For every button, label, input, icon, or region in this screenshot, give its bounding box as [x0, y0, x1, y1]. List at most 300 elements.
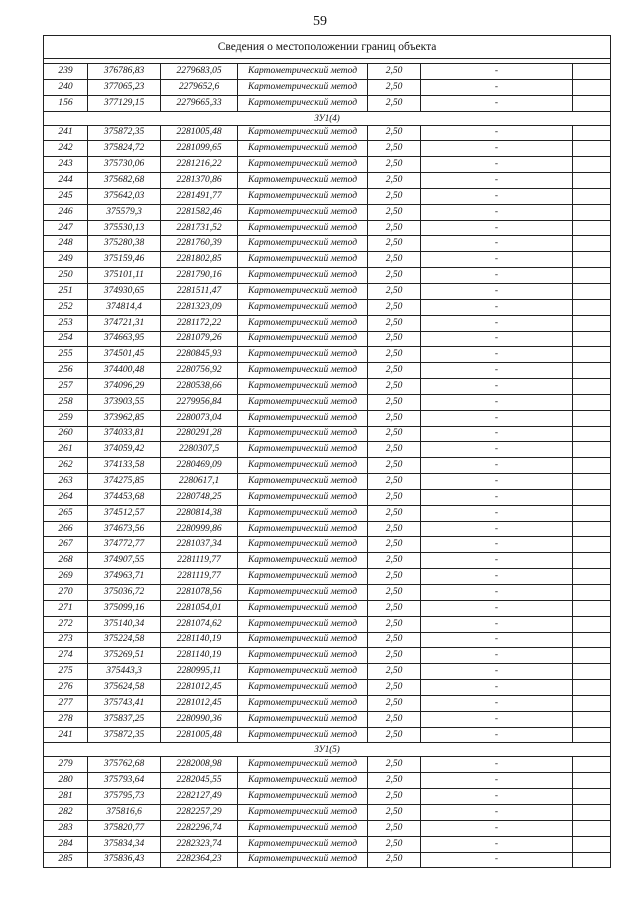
- description-cell: -: [421, 79, 573, 95]
- method-cell: Картометрический метод: [238, 852, 368, 868]
- point-number-cell: 253: [44, 315, 88, 331]
- table-row: [44, 727, 611, 743]
- table-row: [44, 632, 611, 648]
- point-number-cell: 263: [44, 474, 88, 490]
- accuracy-cell: 2,50: [368, 474, 421, 490]
- y-coordinate-cell: 2281511,47: [161, 283, 238, 299]
- empty-cell: [573, 648, 611, 664]
- description-cell: -: [421, 394, 573, 410]
- description-cell: -: [421, 727, 573, 743]
- accuracy-cell: 2,50: [368, 188, 421, 204]
- method-cell: Картометрический метод: [238, 789, 368, 805]
- point-number-cell: 274: [44, 648, 88, 664]
- empty-cell: [573, 773, 611, 789]
- x-coordinate-cell: 374133,58: [88, 458, 161, 474]
- point-number-cell: 271: [44, 600, 88, 616]
- table-title: Сведения о местоположении границ объекта: [44, 36, 611, 59]
- x-coordinate-cell: 373903,55: [88, 394, 161, 410]
- method-cell: Картометрический метод: [238, 220, 368, 236]
- y-coordinate-cell: 2281078,56: [161, 585, 238, 601]
- y-coordinate-cell: 2282296,74: [161, 820, 238, 836]
- method-cell: Картометрический метод: [238, 157, 368, 173]
- method-cell: Картометрический метод: [238, 680, 368, 696]
- y-coordinate-cell: 2282127,49: [161, 789, 238, 805]
- accuracy-cell: 2,50: [368, 664, 421, 680]
- empty-cell: [573, 458, 611, 474]
- y-coordinate-cell: 2281582,46: [161, 204, 238, 220]
- empty-cell: [573, 852, 611, 868]
- empty-cell: [573, 711, 611, 727]
- point-number-cell: 283: [44, 820, 88, 836]
- table-row: [44, 141, 611, 157]
- point-number-cell: 272: [44, 616, 88, 632]
- empty-cell: [573, 299, 611, 315]
- method-cell: Картометрический метод: [238, 347, 368, 363]
- accuracy-cell: 2,50: [368, 757, 421, 773]
- accuracy-cell: 2,50: [368, 632, 421, 648]
- method-cell: Картометрический метод: [238, 648, 368, 664]
- accuracy-cell: 2,50: [368, 64, 421, 80]
- x-coordinate-cell: 373962,85: [88, 410, 161, 426]
- table-row: [44, 331, 611, 347]
- table-row: [44, 836, 611, 852]
- empty-cell: [573, 474, 611, 490]
- method-cell: Картометрический метод: [238, 236, 368, 252]
- y-coordinate-cell: 2281802,85: [161, 252, 238, 268]
- empty-cell: [573, 537, 611, 553]
- y-coordinate-cell: 2281140,19: [161, 632, 238, 648]
- y-coordinate-cell: 2281005,48: [161, 125, 238, 141]
- point-number-cell: 281: [44, 789, 88, 805]
- method-cell: Картометрический метод: [238, 283, 368, 299]
- y-coordinate-cell: 2279665,33: [161, 95, 238, 111]
- empty-cell: [573, 141, 611, 157]
- boundary-coordinates-table: [43, 35, 611, 868]
- x-coordinate-cell: 375159,46: [88, 252, 161, 268]
- method-cell: Картометрический метод: [238, 727, 368, 743]
- x-coordinate-cell: 374096,29: [88, 379, 161, 395]
- table-row: [44, 315, 611, 331]
- table-row: [44, 757, 611, 773]
- method-cell: Картометрический метод: [238, 188, 368, 204]
- y-coordinate-cell: 2279652,6: [161, 79, 238, 95]
- table-row: [44, 489, 611, 505]
- description-cell: -: [421, 299, 573, 315]
- empty-cell: [573, 569, 611, 585]
- empty-cell: [573, 521, 611, 537]
- table-row: [44, 680, 611, 696]
- table-row: [44, 220, 611, 236]
- x-coordinate-cell: 375530,13: [88, 220, 161, 236]
- point-number-cell: 264: [44, 489, 88, 505]
- description-cell: -: [421, 664, 573, 680]
- point-number-cell: 156: [44, 95, 88, 111]
- accuracy-cell: 2,50: [368, 836, 421, 852]
- table-row: [44, 363, 611, 379]
- x-coordinate-cell: 375820,77: [88, 820, 161, 836]
- y-coordinate-cell: 2282364,23: [161, 852, 238, 868]
- x-coordinate-cell: 375836,43: [88, 852, 161, 868]
- method-cell: Картометрический метод: [238, 64, 368, 80]
- method-cell: Картометрический метод: [238, 252, 368, 268]
- accuracy-cell: 2,50: [368, 773, 421, 789]
- table-row: [44, 125, 611, 141]
- x-coordinate-cell: 375762,68: [88, 757, 161, 773]
- method-cell: Картометрический метод: [238, 410, 368, 426]
- accuracy-cell: 2,50: [368, 141, 421, 157]
- method-cell: Картометрический метод: [238, 95, 368, 111]
- y-coordinate-cell: 2281119,77: [161, 569, 238, 585]
- description-cell: -: [421, 173, 573, 189]
- method-cell: Картометрический метод: [238, 804, 368, 820]
- x-coordinate-cell: 377065,23: [88, 79, 161, 95]
- y-coordinate-cell: 2280291,28: [161, 426, 238, 442]
- accuracy-cell: 2,50: [368, 648, 421, 664]
- table-row: [44, 173, 611, 189]
- x-coordinate-cell: 375642,03: [88, 188, 161, 204]
- point-number-cell: 269: [44, 569, 88, 585]
- y-coordinate-cell: 2281054,01: [161, 600, 238, 616]
- x-coordinate-cell: 374453,68: [88, 489, 161, 505]
- y-coordinate-cell: 2280307,5: [161, 442, 238, 458]
- empty-cell: [573, 632, 611, 648]
- y-coordinate-cell: 2279956,84: [161, 394, 238, 410]
- method-cell: Картометрический метод: [238, 505, 368, 521]
- accuracy-cell: 2,50: [368, 695, 421, 711]
- table-row: [44, 95, 611, 111]
- description-cell: -: [421, 585, 573, 601]
- y-coordinate-cell: 2281005,48: [161, 727, 238, 743]
- x-coordinate-cell: 375036,72: [88, 585, 161, 601]
- accuracy-cell: 2,50: [368, 283, 421, 299]
- method-cell: Картометрический метод: [238, 616, 368, 632]
- y-coordinate-cell: 2281790,16: [161, 268, 238, 284]
- description-cell: -: [421, 820, 573, 836]
- y-coordinate-cell: 2281140,19: [161, 648, 238, 664]
- point-number-cell: 257: [44, 379, 88, 395]
- x-coordinate-cell: 374963,71: [88, 569, 161, 585]
- table-row: [44, 537, 611, 553]
- x-coordinate-cell: 375793,64: [88, 773, 161, 789]
- description-cell: -: [421, 283, 573, 299]
- table-row: [44, 820, 611, 836]
- method-cell: Картометрический метод: [238, 600, 368, 616]
- y-coordinate-cell: 2281074,62: [161, 616, 238, 632]
- point-number-cell: 285: [44, 852, 88, 868]
- y-coordinate-cell: 2281323,09: [161, 299, 238, 315]
- description-cell: -: [421, 537, 573, 553]
- accuracy-cell: 2,50: [368, 711, 421, 727]
- empty-cell: [573, 727, 611, 743]
- table-row: [44, 695, 611, 711]
- method-cell: Картометрический метод: [238, 315, 368, 331]
- description-cell: -: [421, 204, 573, 220]
- table-row: [44, 283, 611, 299]
- description-cell: -: [421, 695, 573, 711]
- empty-cell: [573, 173, 611, 189]
- x-coordinate-cell: 375872,35: [88, 125, 161, 141]
- empty-cell: [573, 820, 611, 836]
- empty-cell: [573, 95, 611, 111]
- x-coordinate-cell: 375834,34: [88, 836, 161, 852]
- description-cell: -: [421, 347, 573, 363]
- empty-cell: [573, 252, 611, 268]
- table-row: [44, 600, 611, 616]
- accuracy-cell: 2,50: [368, 458, 421, 474]
- description-cell: -: [421, 458, 573, 474]
- description-cell: -: [421, 95, 573, 111]
- y-coordinate-cell: 2282323,74: [161, 836, 238, 852]
- point-number-cell: 248: [44, 236, 88, 252]
- accuracy-cell: 2,50: [368, 489, 421, 505]
- accuracy-cell: 2,50: [368, 804, 421, 820]
- accuracy-cell: 2,50: [368, 157, 421, 173]
- y-coordinate-cell: 2280617,1: [161, 474, 238, 490]
- point-number-cell: 256: [44, 363, 88, 379]
- point-number-cell: 245: [44, 188, 88, 204]
- point-number-cell: 249: [44, 252, 88, 268]
- empty-cell: [573, 585, 611, 601]
- y-coordinate-cell: 2280538,66: [161, 379, 238, 395]
- description-cell: -: [421, 268, 573, 284]
- table-row: [44, 268, 611, 284]
- x-coordinate-cell: 374663,95: [88, 331, 161, 347]
- y-coordinate-cell: 2281760,39: [161, 236, 238, 252]
- table-row: [44, 394, 611, 410]
- description-cell: -: [421, 711, 573, 727]
- description-cell: -: [421, 474, 573, 490]
- empty-cell: [573, 236, 611, 252]
- y-coordinate-cell: 2281216,22: [161, 157, 238, 173]
- point-number-cell: 239: [44, 64, 88, 80]
- table-row: [44, 410, 611, 426]
- method-cell: Картометрический метод: [238, 632, 368, 648]
- point-number-cell: 250: [44, 268, 88, 284]
- y-coordinate-cell: 2280073,04: [161, 410, 238, 426]
- description-cell: -: [421, 489, 573, 505]
- accuracy-cell: 2,50: [368, 363, 421, 379]
- empty-cell: [573, 125, 611, 141]
- point-number-cell: 268: [44, 553, 88, 569]
- method-cell: Картометрический метод: [238, 458, 368, 474]
- accuracy-cell: 2,50: [368, 79, 421, 95]
- y-coordinate-cell: 2281037,34: [161, 537, 238, 553]
- accuracy-cell: 2,50: [368, 125, 421, 141]
- x-coordinate-cell: 374400,48: [88, 363, 161, 379]
- method-cell: Картометрический метод: [238, 664, 368, 680]
- empty-cell: [573, 394, 611, 410]
- empty-cell: [573, 616, 611, 632]
- method-cell: Картометрический метод: [238, 363, 368, 379]
- method-cell: Картометрический метод: [238, 204, 368, 220]
- accuracy-cell: 2,50: [368, 852, 421, 868]
- point-number-cell: 261: [44, 442, 88, 458]
- point-number-cell: 258: [44, 394, 88, 410]
- y-coordinate-cell: 2280990,36: [161, 711, 238, 727]
- x-coordinate-cell: 375743,41: [88, 695, 161, 711]
- y-coordinate-cell: 2281491,77: [161, 188, 238, 204]
- point-number-cell: 278: [44, 711, 88, 727]
- empty-cell: [573, 553, 611, 569]
- method-cell: Картометрический метод: [238, 474, 368, 490]
- x-coordinate-cell: 375224,58: [88, 632, 161, 648]
- x-coordinate-cell: 375795,73: [88, 789, 161, 805]
- y-coordinate-cell: 2280995,11: [161, 664, 238, 680]
- point-number-cell: 241: [44, 125, 88, 141]
- x-coordinate-cell: 375624,58: [88, 680, 161, 696]
- table-row: [44, 711, 611, 727]
- empty-cell: [573, 410, 611, 426]
- empty-cell: [573, 695, 611, 711]
- x-coordinate-cell: 374033,81: [88, 426, 161, 442]
- empty-cell: [573, 489, 611, 505]
- point-number-cell: 255: [44, 347, 88, 363]
- description-cell: -: [421, 632, 573, 648]
- section-header-row: [44, 743, 611, 757]
- description-cell: -: [421, 426, 573, 442]
- table-row: [44, 789, 611, 805]
- empty-cell: [573, 379, 611, 395]
- point-number-cell: 273: [44, 632, 88, 648]
- x-coordinate-cell: 374673,56: [88, 521, 161, 537]
- accuracy-cell: 2,50: [368, 268, 421, 284]
- description-cell: -: [421, 600, 573, 616]
- method-cell: Картометрический метод: [238, 521, 368, 537]
- x-coordinate-cell: 375872,35: [88, 727, 161, 743]
- x-coordinate-cell: 374512,57: [88, 505, 161, 521]
- method-cell: Картометрический метод: [238, 79, 368, 95]
- accuracy-cell: 2,50: [368, 220, 421, 236]
- description-cell: -: [421, 505, 573, 521]
- method-cell: Картометрический метод: [238, 394, 368, 410]
- description-cell: -: [421, 616, 573, 632]
- table-row: [44, 521, 611, 537]
- empty-cell: [573, 220, 611, 236]
- point-number-cell: 252: [44, 299, 88, 315]
- description-cell: -: [421, 680, 573, 696]
- method-cell: Картометрический метод: [238, 537, 368, 553]
- y-coordinate-cell: 2280814,38: [161, 505, 238, 521]
- method-cell: Картометрический метод: [238, 331, 368, 347]
- page-number: 59: [313, 14, 327, 29]
- empty-cell: [573, 600, 611, 616]
- accuracy-cell: 2,50: [368, 442, 421, 458]
- description-cell: -: [421, 789, 573, 805]
- table-row: [44, 616, 611, 632]
- description-cell: -: [421, 410, 573, 426]
- description-cell: -: [421, 141, 573, 157]
- y-coordinate-cell: 2281012,45: [161, 695, 238, 711]
- description-cell: -: [421, 236, 573, 252]
- x-coordinate-cell: 374772,77: [88, 537, 161, 553]
- table-row: [44, 157, 611, 173]
- y-coordinate-cell: 2281119,77: [161, 553, 238, 569]
- table-row: [44, 188, 611, 204]
- method-cell: Картометрический метод: [238, 820, 368, 836]
- accuracy-cell: 2,50: [368, 394, 421, 410]
- y-coordinate-cell: 2282257,29: [161, 804, 238, 820]
- section-label: ЗУ1(4): [44, 111, 611, 125]
- table-row: [44, 299, 611, 315]
- table-row: [44, 852, 611, 868]
- description-cell: -: [421, 852, 573, 868]
- table-row: [44, 505, 611, 521]
- table-row: [44, 804, 611, 820]
- y-coordinate-cell: 2281731,52: [161, 220, 238, 236]
- empty-cell: [573, 664, 611, 680]
- accuracy-cell: 2,50: [368, 299, 421, 315]
- accuracy-cell: 2,50: [368, 789, 421, 805]
- description-cell: -: [421, 521, 573, 537]
- method-cell: Картометрический метод: [238, 553, 368, 569]
- point-number-cell: 275: [44, 664, 88, 680]
- y-coordinate-cell: 2281012,45: [161, 680, 238, 696]
- table-row: [44, 252, 611, 268]
- accuracy-cell: 2,50: [368, 315, 421, 331]
- point-number-cell: 266: [44, 521, 88, 537]
- point-number-cell: 246: [44, 204, 88, 220]
- point-number-cell: 262: [44, 458, 88, 474]
- method-cell: Картометрический метод: [238, 836, 368, 852]
- point-number-cell: 241: [44, 727, 88, 743]
- table-row: [44, 569, 611, 585]
- x-coordinate-cell: 375837,25: [88, 711, 161, 727]
- point-number-cell: 267: [44, 537, 88, 553]
- description-cell: -: [421, 157, 573, 173]
- table-title-row: [44, 36, 611, 59]
- table-row: [44, 236, 611, 252]
- empty-cell: [573, 347, 611, 363]
- x-coordinate-cell: 375280,38: [88, 236, 161, 252]
- point-number-cell: 259: [44, 410, 88, 426]
- y-coordinate-cell: 2280469,09: [161, 458, 238, 474]
- description-cell: -: [421, 773, 573, 789]
- x-coordinate-cell: 374275,85: [88, 474, 161, 490]
- accuracy-cell: 2,50: [368, 585, 421, 601]
- point-number-cell: 280: [44, 773, 88, 789]
- empty-cell: [573, 79, 611, 95]
- method-cell: Картометрический метод: [238, 757, 368, 773]
- point-number-cell: 265: [44, 505, 88, 521]
- empty-cell: [573, 442, 611, 458]
- x-coordinate-cell: 375816,6: [88, 804, 161, 820]
- x-coordinate-cell: 375579,3: [88, 204, 161, 220]
- table-row: [44, 458, 611, 474]
- method-cell: Картометрический метод: [238, 379, 368, 395]
- method-cell: Картометрический метод: [238, 695, 368, 711]
- method-cell: Картометрический метод: [238, 442, 368, 458]
- table-row: [44, 64, 611, 80]
- accuracy-cell: 2,50: [368, 616, 421, 632]
- description-cell: -: [421, 442, 573, 458]
- empty-cell: [573, 204, 611, 220]
- method-cell: Картометрический метод: [238, 173, 368, 189]
- method-cell: Картометрический метод: [238, 569, 368, 585]
- method-cell: Картометрический метод: [238, 299, 368, 315]
- x-coordinate-cell: 374907,55: [88, 553, 161, 569]
- empty-cell: [573, 363, 611, 379]
- method-cell: Картометрический метод: [238, 141, 368, 157]
- accuracy-cell: 2,50: [368, 252, 421, 268]
- description-cell: -: [421, 252, 573, 268]
- accuracy-cell: 2,50: [368, 680, 421, 696]
- x-coordinate-cell: 374721,31: [88, 315, 161, 331]
- x-coordinate-cell: 374501,45: [88, 347, 161, 363]
- description-cell: -: [421, 188, 573, 204]
- point-number-cell: 277: [44, 695, 88, 711]
- empty-cell: [573, 757, 611, 773]
- y-coordinate-cell: 2280845,93: [161, 347, 238, 363]
